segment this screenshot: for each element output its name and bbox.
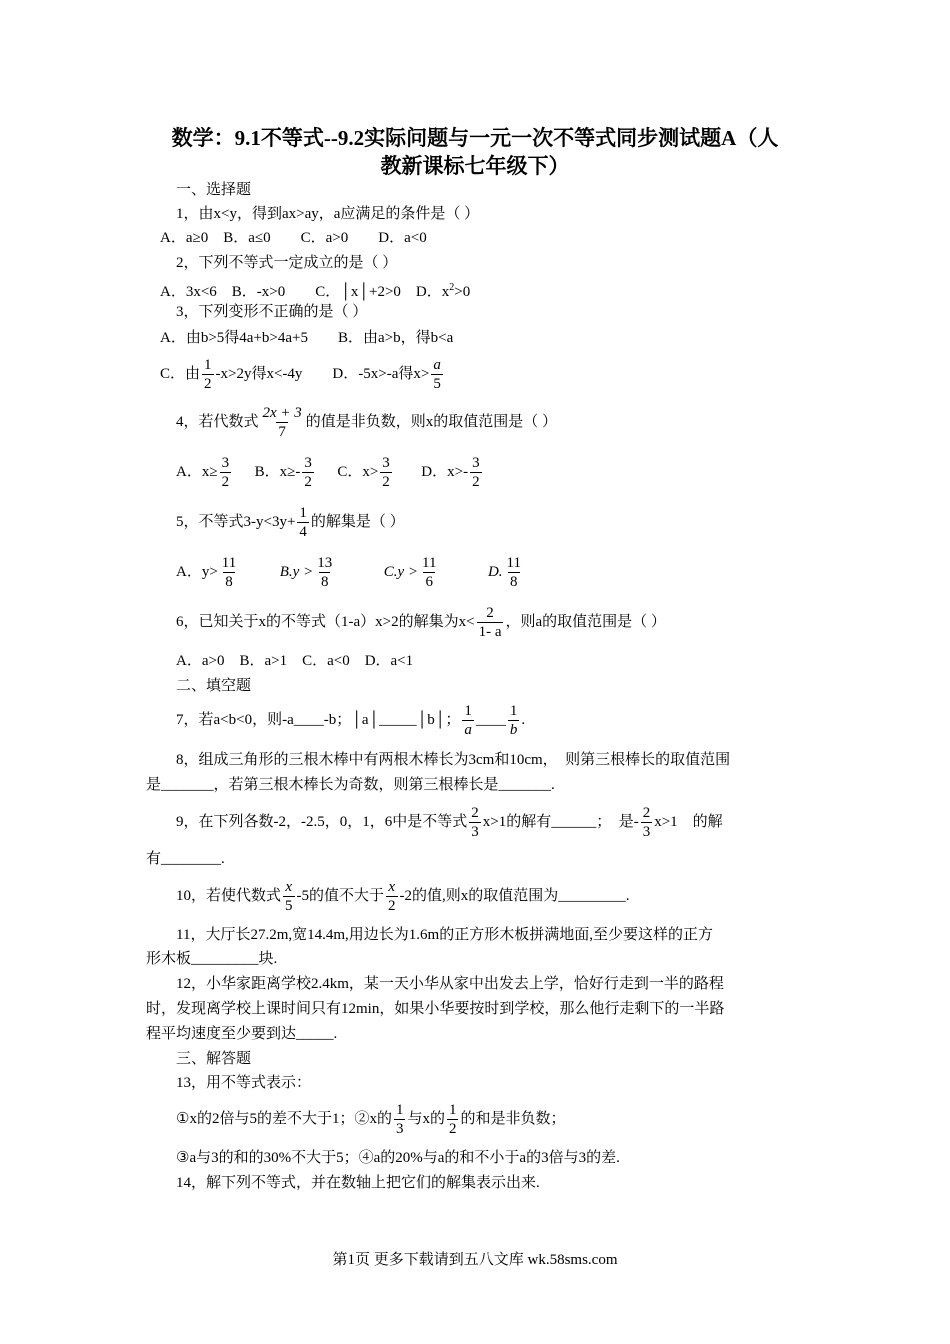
fraction-numerator: 11 (506, 555, 521, 572)
question-12-line3: 程平均速度至少要到达_____. (146, 1026, 338, 1042)
question-1-options: A．a≥0 B．a≤0 C．a>0 D．a<0 (160, 230, 427, 246)
q5-option-a: A．y> (176, 564, 218, 580)
doc-title-line1: 数学：9.1不等式--9.2实际问题与一元一次不等式同步测试题A（人 (171, 126, 779, 150)
question-9-line2: 有________. (146, 851, 225, 867)
fraction-denominator: 2 (304, 474, 312, 491)
fraction-numerator: 3 (304, 455, 312, 472)
fraction-numerator: 11 (221, 555, 237, 572)
q3-c-fraction (202, 356, 214, 393)
q5-fraction (297, 504, 309, 541)
section-fill-heading: 二、填空题 (176, 678, 252, 694)
fraction-denominator: 2 (382, 474, 390, 491)
q4-option-d-fraction (470, 454, 482, 491)
q4-option-c: C．x> (337, 464, 379, 480)
fraction-numerator: 1 (448, 1102, 457, 1119)
q2-superscript: 2 (449, 282, 455, 293)
question-5 (176, 500, 405, 544)
q4-option-a: A．x≥ (176, 464, 218, 480)
fraction-numerator: 13 (317, 555, 333, 572)
fraction-denominator: 3 (471, 824, 479, 841)
question-4-options (176, 450, 484, 494)
q9-fraction-2 (641, 804, 653, 841)
fraction-denominator: 4 (299, 524, 307, 541)
question-14: 14，解下列不等式，并在数轴上把它们的解集表示出来. (176, 1175, 540, 1191)
q4-option-c-fraction (380, 454, 392, 491)
question-8-line1: 8，组成三角形的三根木棒中有两根木棒长为3cm和10cm， 则第三根棒长的取值范围 (176, 752, 731, 768)
fraction-numerator: 1 (299, 505, 307, 522)
fraction-numerator: 1 (509, 703, 518, 720)
q9-text-1: 9，在下列各数-2，-2.5，0，1，6中是不等式 (176, 814, 468, 830)
fraction-numerator: 2 (486, 605, 494, 622)
q10-fraction-2 (386, 878, 398, 915)
q13-text-2: 与x的 (407, 1111, 445, 1127)
q2-options-tail: >0 (454, 284, 471, 300)
q5-option-c: C.y > (383, 564, 418, 580)
q4-option-d: D．x>- (421, 464, 469, 480)
question-12-line2: 时，发现离学校上课时间只有12min，如果小华要按时到学校，那么他行走剩下的一半路 (146, 1001, 725, 1017)
q4-fraction (261, 404, 304, 441)
fraction-numerator: 1 (395, 1102, 404, 1119)
q10-text-3: -2的值,则x的取值范围为_________. (399, 888, 630, 904)
q5-option-b: B.y > (279, 564, 314, 580)
q13-fraction-1 (394, 1101, 406, 1138)
q3-c-text: -x>2y得x<-4y D．-5x>-a得x> (215, 366, 430, 382)
q3-c-label: C．由 (160, 366, 201, 382)
fraction-numerator: 3 (472, 455, 480, 472)
fraction-numerator: 11 (422, 555, 437, 572)
q7-text: 7，若a<b<0，则-a____-b；│a│_____│b│； (176, 712, 461, 728)
fraction-denominator: 2 (204, 376, 212, 393)
fraction-denominator: 6 (425, 574, 433, 591)
question-9 (176, 800, 723, 844)
question-13-items-a (176, 1097, 565, 1141)
section-choice-heading: 一、选择题 (176, 182, 252, 198)
question-11-line2: 形木板_________块. (146, 951, 278, 967)
fraction-denominator: 2 (448, 1121, 457, 1138)
page-footer: 第1页 更多下载请到五八文库 wk.58sms.com (332, 1252, 618, 1268)
q2-options-main: A．3x<6 B．-x>0 C．│x│+2>0 D．x (160, 284, 450, 300)
q6-text-2: ，则a的取值范围是（ ） (505, 614, 666, 630)
q5-option-b-fraction (315, 554, 334, 591)
question-11-line1: 11，大厅长27.2m,宽14.4m,用边长为1.6m的正方形木板拼满地面,至少要这样的正方 (176, 927, 713, 943)
question-13: 13，用不等式表示： (176, 1075, 312, 1091)
q5-option-d: D. (487, 564, 503, 580)
fraction-numerator: 2x + 3 (262, 405, 302, 422)
fraction-denominator: 2 (472, 474, 480, 491)
question-10 (176, 874, 630, 918)
q13-text-3: 的和是非负数； (460, 1111, 566, 1127)
fraction-denominator: b (509, 722, 518, 739)
fraction-denominator: 2 (388, 898, 396, 915)
fraction-denominator: 5 (433, 376, 441, 393)
q4-text-1: 4，若代数式 (176, 414, 259, 430)
q10-text-2: -5的值不大于 (296, 888, 385, 904)
q6-text-1: 6，已知关于x的不等式（1-a）x>2的解集为x< (176, 614, 475, 630)
fraction-numerator: 1 (464, 703, 472, 720)
question-1: 1，由x<y，得到ax>ay，a应满足的条件是（ ） (176, 206, 480, 222)
fraction-numerator: 3 (221, 455, 230, 472)
fraction-numerator: x (388, 879, 396, 896)
fraction-denominator: 7 (278, 424, 286, 441)
q4-option-a-fraction (220, 454, 232, 491)
question-2: 2，下列不等式一定成立的是（ ） (176, 255, 398, 271)
fraction-numerator: x (285, 879, 293, 896)
q5-text-2: 的解集是（ ） (310, 514, 405, 530)
q4-text-2: 的值是非负数，则x的取值范围是（ ） (305, 414, 558, 430)
fraction-denominator: 5 (285, 898, 293, 915)
question-5-options (176, 550, 525, 594)
q13-fraction-2 (447, 1101, 459, 1138)
question-4 (176, 400, 557, 444)
fraction-denominator: 8 (320, 574, 329, 591)
fraction-denominator: 8 (225, 574, 233, 591)
question-7 (176, 698, 525, 742)
q7-blank: ____ (475, 712, 506, 728)
fraction-numerator: 3 (382, 455, 390, 472)
q9-text-3: x>1 的解 (654, 814, 723, 830)
q7-fraction-1 (462, 702, 474, 739)
question-3-options-ab: A．由b>5得4a+b>4a+5 B．由a>b，得b<a (160, 330, 454, 346)
q9-text-2: x>1的解有______； 是- (482, 814, 639, 830)
question-8-line2: 是_______，若第三根木棒长为奇数，则第三根棒长是_______. (146, 777, 555, 793)
q13-text-1: ①x的2倍与5的差不大于1；②x的 (176, 1111, 392, 1127)
q7-end: . (521, 712, 526, 728)
q5-option-d-fraction (505, 554, 523, 591)
question-13-items-b: ③a与3的和的30%不大于5；④a的20%与a的和不小于a的3倍与3的差. (176, 1150, 620, 1166)
question-3: 3，下列变形不正确的是（ ） (176, 304, 368, 320)
q10-text-1: 10，若使代数式 (176, 888, 282, 904)
doc-title-line2: 教新课标七年级下） (380, 154, 570, 178)
question-6-options: A．a>0 B．a>1 C．a<0 D．a<1 (176, 653, 414, 669)
question-6 (176, 600, 666, 644)
fraction-numerator: 1 (204, 357, 212, 374)
q4-option-b: B．x≥- (254, 464, 301, 480)
fraction-denominator: a (464, 722, 472, 739)
question-2-options (160, 278, 470, 302)
q6-fraction (477, 604, 504, 641)
q3-d-fraction (431, 356, 443, 393)
fraction-denominator: 8 (510, 574, 518, 591)
fraction-denominator: 3 (642, 824, 651, 841)
section-answer-heading: 三、解答题 (176, 1051, 252, 1067)
question-3-options-cd (160, 352, 445, 396)
fraction-numerator: 2 (471, 805, 479, 822)
fraction-denominator: 2 (221, 474, 230, 491)
question-12-line1: 12，小华家距离学校2.4km，某一天小华从家中出发去上学，恰好行走到一半的路程 (176, 976, 724, 992)
fraction-numerator: 2 (642, 805, 651, 822)
q5-text-1: 5，不等式3-y<3y+ (176, 514, 296, 530)
q5-option-c-fraction (420, 554, 438, 591)
fraction-denominator: 1- a (478, 624, 502, 641)
q7-fraction-2 (508, 702, 520, 739)
q5-option-a-fraction (220, 554, 238, 591)
q9-fraction-1 (469, 804, 481, 841)
q4-option-b-fraction (302, 454, 314, 491)
fraction-numerator: a (433, 357, 441, 374)
fraction-denominator: 3 (395, 1121, 404, 1138)
q10-fraction-1 (283, 878, 295, 915)
